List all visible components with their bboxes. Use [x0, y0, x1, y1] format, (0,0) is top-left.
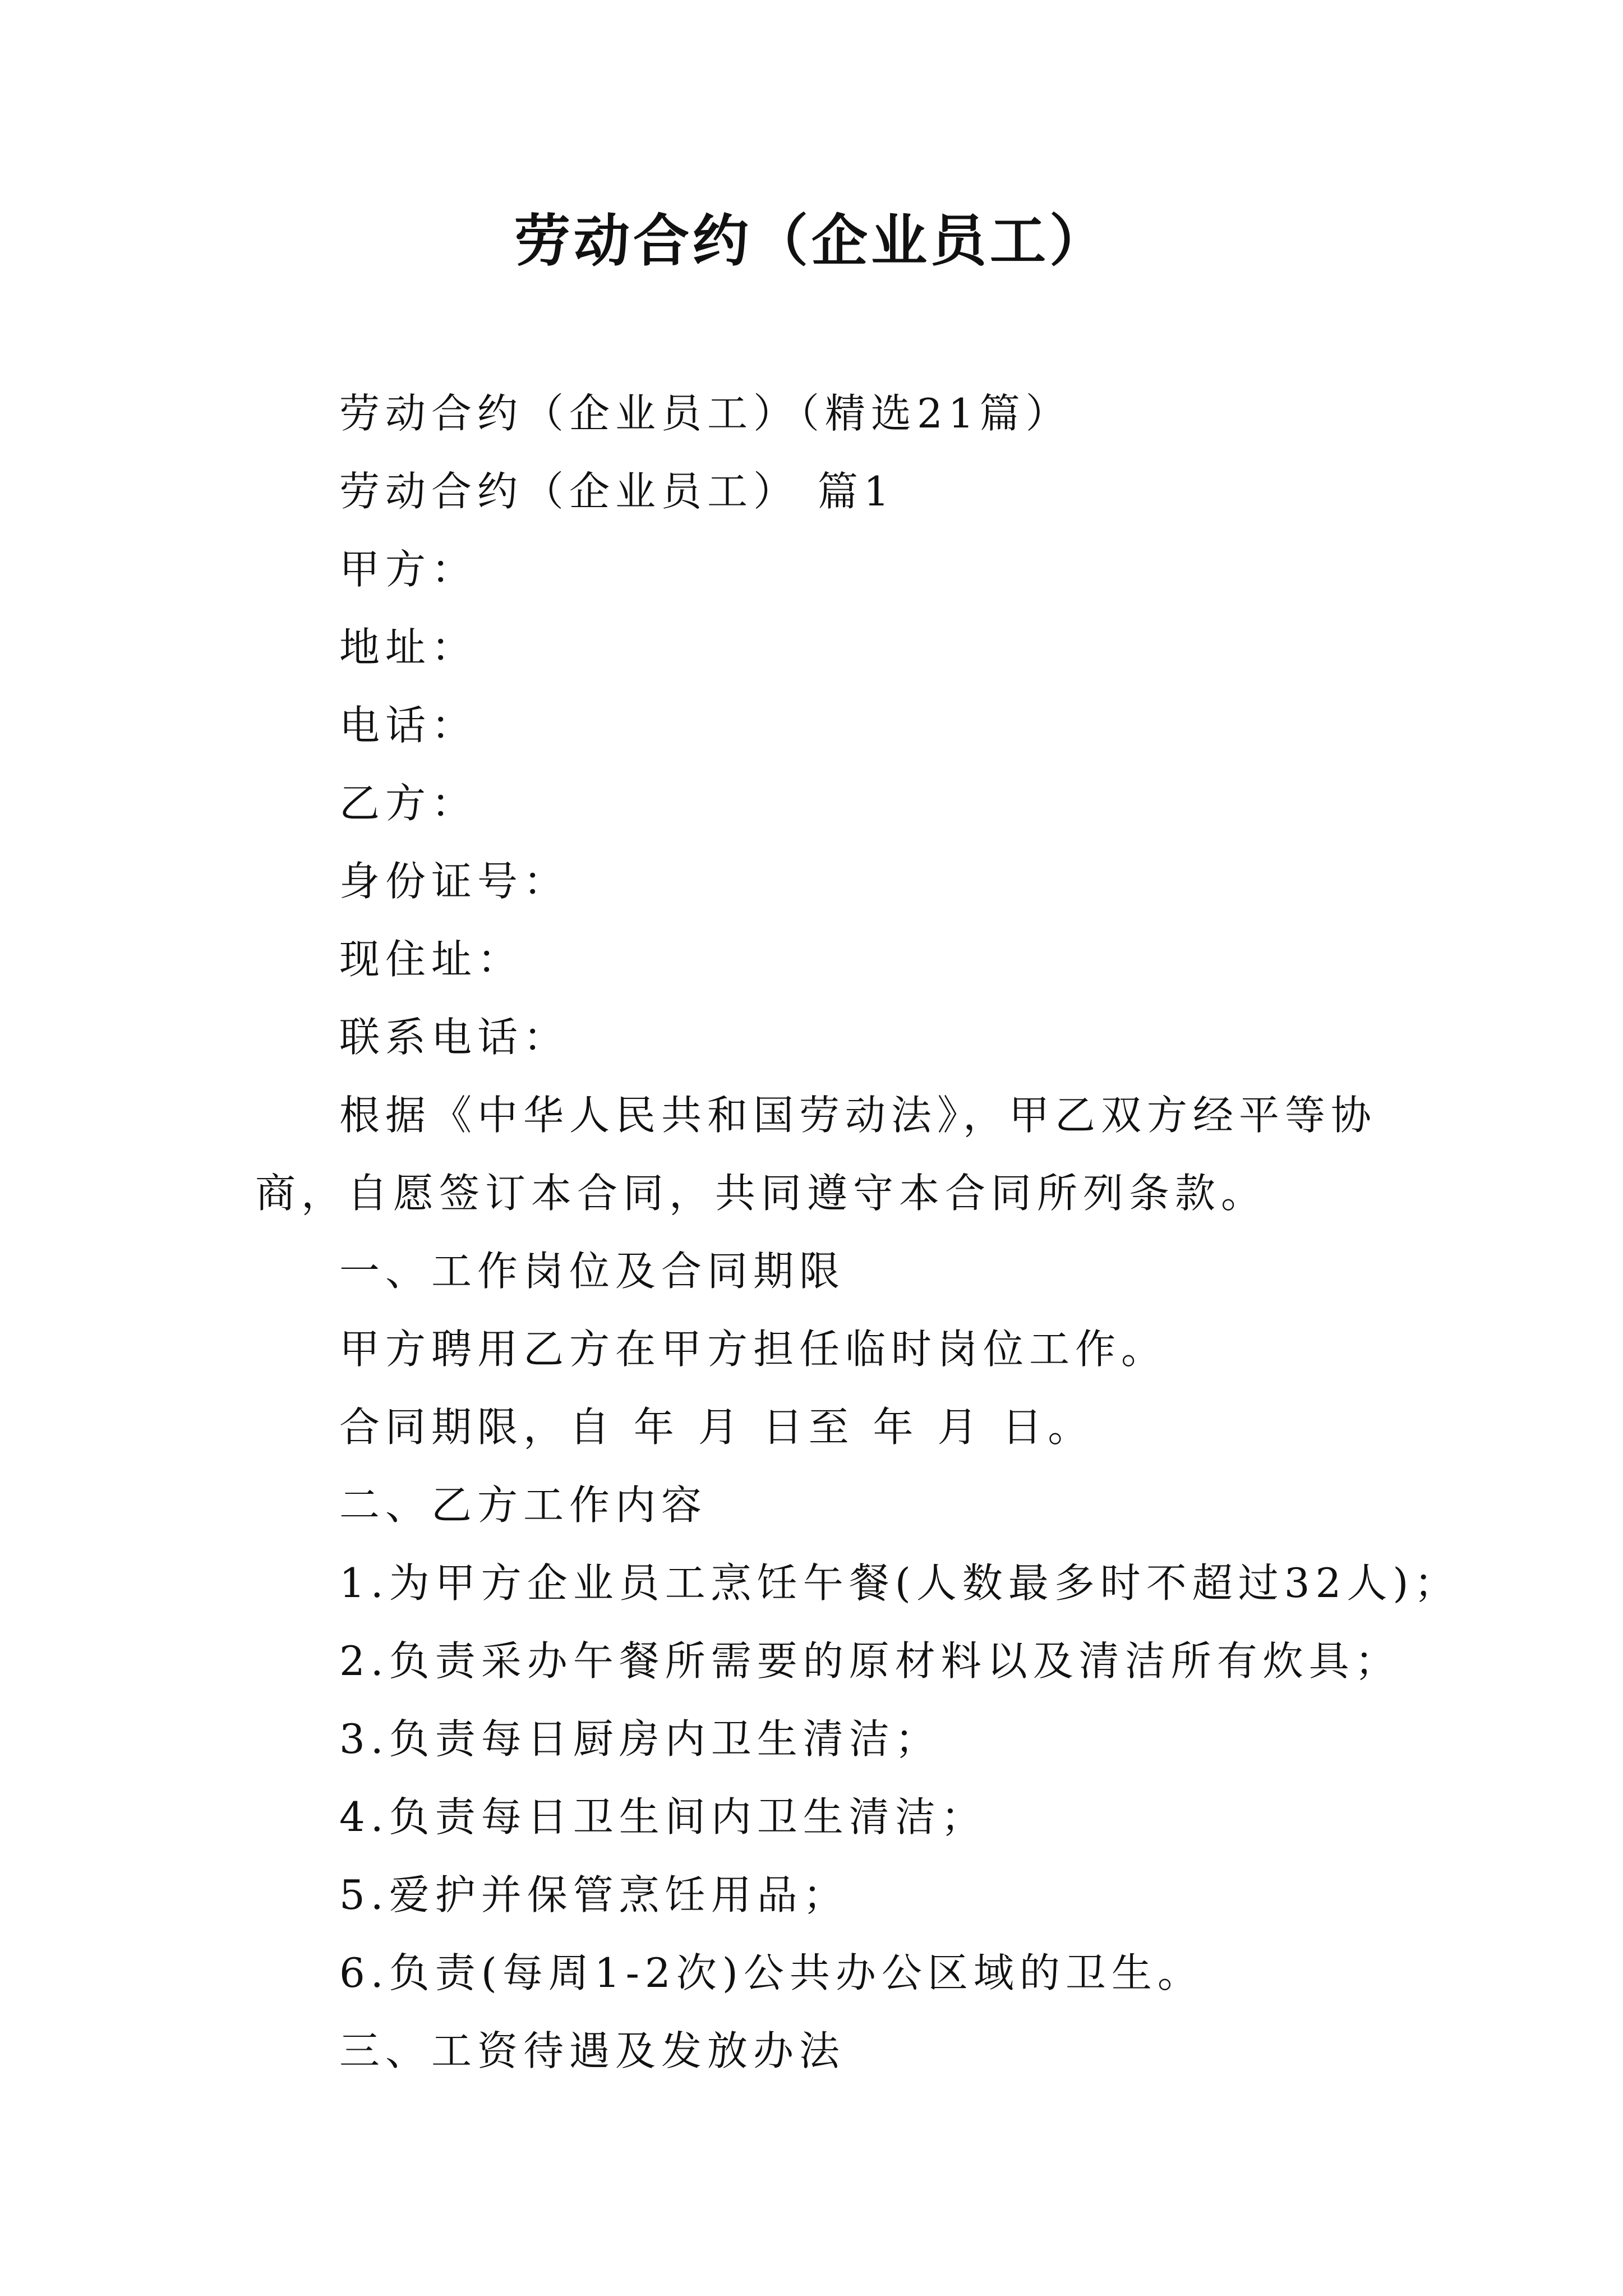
current-address-field: 现住址： [339, 936, 524, 983]
clause-heading-3: 三、工资待遇及发放办法 [339, 2027, 846, 2074]
clause-paragraph: 甲方聘用乙方在甲方担任临时岗位工作。 [339, 1326, 1168, 1373]
document-body [255, 375, 1460, 2090]
contract-term-paragraph: 合同期限，自 年 月 日至 年 月 日。 [339, 1404, 1094, 1451]
document-title: 劳动合约（企业员工） [514, 208, 1109, 274]
section-heading-paragraph: 劳动合约（企业员工） 篇1 [339, 468, 895, 515]
preamble-paragraph: 根据《中华人民共和国劳动法》，甲乙双方经平等协商，自愿签订本合同，共同遵守本合同所列条款。 [255, 1092, 1377, 1217]
duty-item: 2.负责采办午餐所需要的原材料以及清洁所有炊具； [339, 1637, 1401, 1685]
party-b-field: 乙方： [339, 780, 478, 827]
duty-item: 3.负责每日厨房内卫生清洁； [339, 1715, 941, 1763]
address-field: 地址： [339, 624, 478, 671]
clause-heading-1: 一、工作岗位及合同期限 [339, 1248, 846, 1295]
subtitle-paragraph: 劳动合约（企业员工）（精选21篇） [339, 390, 1072, 437]
party-a-field: 甲方： [339, 546, 478, 593]
clause-heading-2: 二、乙方工作内容 [339, 1481, 708, 1529]
id-number-field: 身份证号： [339, 858, 570, 905]
duty-item: 6.负责(每周1-2次)公共办公区域的卫生。 [339, 1949, 1204, 1996]
duty-item: 1.为甲方企业员工烹饪午餐(人数最多时不超过32人)； [339, 1559, 1460, 1607]
duty-item: 5.爱护并保管烹饪用品； [339, 1871, 849, 1918]
phone-field: 电话： [339, 702, 478, 749]
duty-item: 4.负责每日卫生间内卫生清洁； [339, 1793, 987, 1841]
contact-phone-field: 联系电话： [339, 1014, 570, 1061]
